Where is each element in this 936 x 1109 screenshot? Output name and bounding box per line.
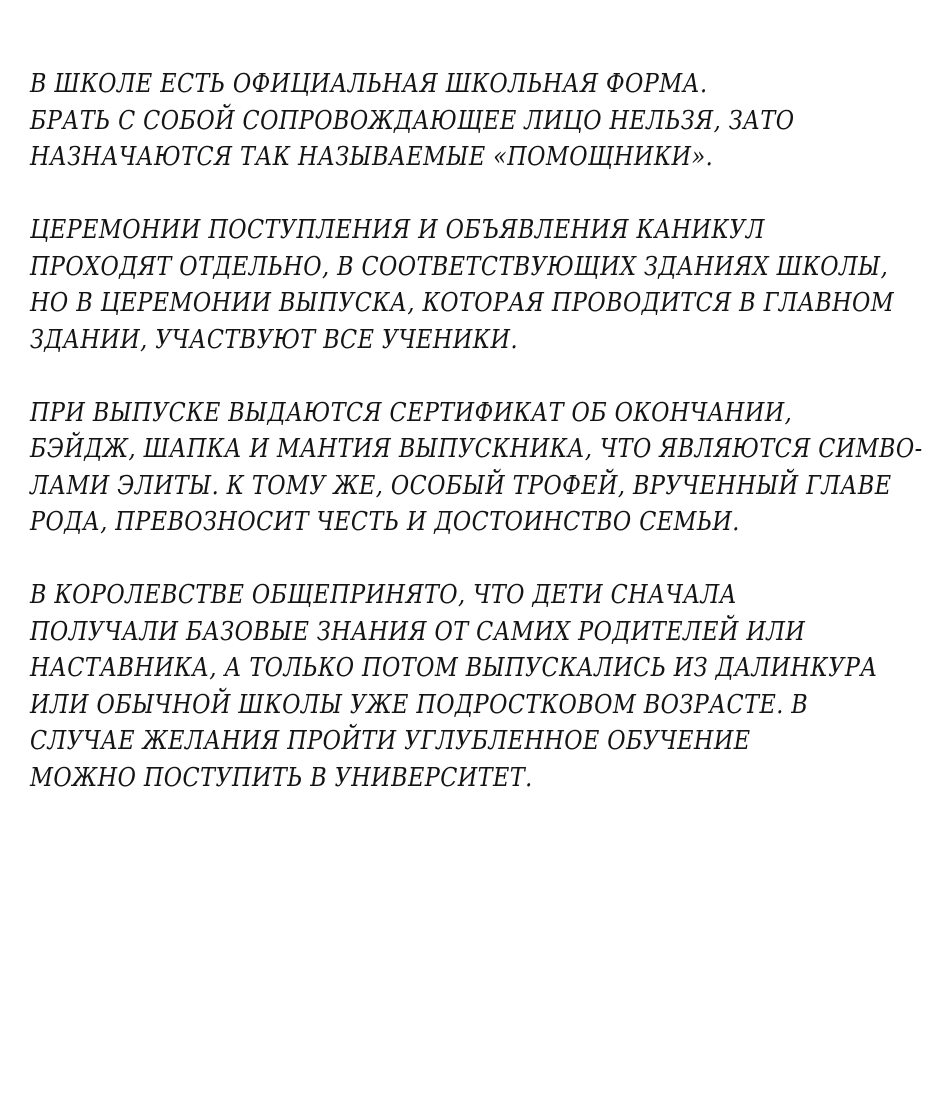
- paragraph-kingdom: [30, 577, 878, 796]
- text-line: ЦЕРЕМОНИИ ПОСТУПЛЕНИЯ И ОБЪЯВЛЕНИЯ КАНИКУЛ: [30, 215, 765, 245]
- paragraph-uniform: [30, 66, 795, 176]
- text-line: СЛУЧАЕ ЖЕЛАНИЯ ПРОЙТИ УГЛУБЛЕННОЕ ОБУЧЕНИЕ: [30, 726, 751, 756]
- text-line: В КОРОЛЕВСТВЕ ОБЩЕПРИНЯТО, ЧТО ДЕТИ СНАЧАЛА: [30, 580, 738, 610]
- text-line: ЛАМИ ЭЛИТЫ. К ТОМУ ЖЕ, ОСОБЫЙ ТРОФЕЙ, ВРУЧЕННЫЙ ГЛАВЕ: [30, 470, 892, 501]
- body-text: [30, 66, 923, 833]
- paragraph-ceremonies: [30, 212, 895, 358]
- text-line: ПРИ ВЫПУСКЕ ВЫДАЮТСЯ СЕРТИФИКАТ ОБ ОКОНЧАНИИ,: [30, 397, 793, 428]
- text-line: МОЖНО ПОСТУПИТЬ В УНИВЕРСИТЕТ.: [30, 762, 533, 793]
- paragraph-graduation: [30, 395, 923, 541]
- text-line: РОДА, ПРЕВОЗНОСИТ ЧЕСТЬ И ДОСТОИНСТВО СЕМЬИ.: [30, 507, 740, 537]
- text-line: ПОЛУЧАЛИ БАЗОВЫЕ ЗНАНИЯ ОТ САМИХ РОДИТЕЛЕЙ ИЛИ: [30, 616, 806, 647]
- text-line: ИЛИ ОБЫЧНОЙ ШКОЛЫ УЖЕ ПОДРОСТКОВОМ ВОЗРАСТЕ. В: [30, 689, 809, 720]
- text-line: НАЗНАЧАЮТСЯ ТАК НАЗЫВАЕМЫЕ «ПОМОЩНИКИ».: [30, 142, 714, 172]
- text-line: НАСТАВНИКА, А ТОЛЬКО ПОТОМ ВЫПУСКАЛИСЬ ИЗ ДАЛИНКУРА: [30, 653, 878, 683]
- text-line: БЭЙДЖ, ШАПКА И МАНТИЯ ВЫПУСКНИКА, ЧТО ЯВЛЯЮТСЯ СИМВО-: [30, 434, 923, 464]
- text-line: ЗДАНИИ, УЧАСТВУЮТ ВСЕ УЧЕНИКИ.: [30, 324, 518, 355]
- text-line: ПРОХОДЯТ ОТДЕЛЬНО, В СООТВЕТСТВУЮЩИХ ЗДАНИЯХ ШКОЛЫ,: [30, 251, 889, 282]
- text-line: БРАТЬ С СОБОЙ СОПРОВОЖДАЮЩЕЕ ЛИЦО НЕЛЬЗЯ, ЗАТО: [30, 105, 795, 136]
- text-line: В ШКОЛЕ ЕСТЬ ОФИЦИАЛЬНАЯ ШКОЛЬНАЯ ФОРМА.: [30, 69, 708, 99]
- text-line: НО В ЦЕРЕМОНИИ ВЫПУСКА, КОТОРАЯ ПРОВОДИТСЯ В ГЛАВНОМ: [30, 288, 895, 318]
